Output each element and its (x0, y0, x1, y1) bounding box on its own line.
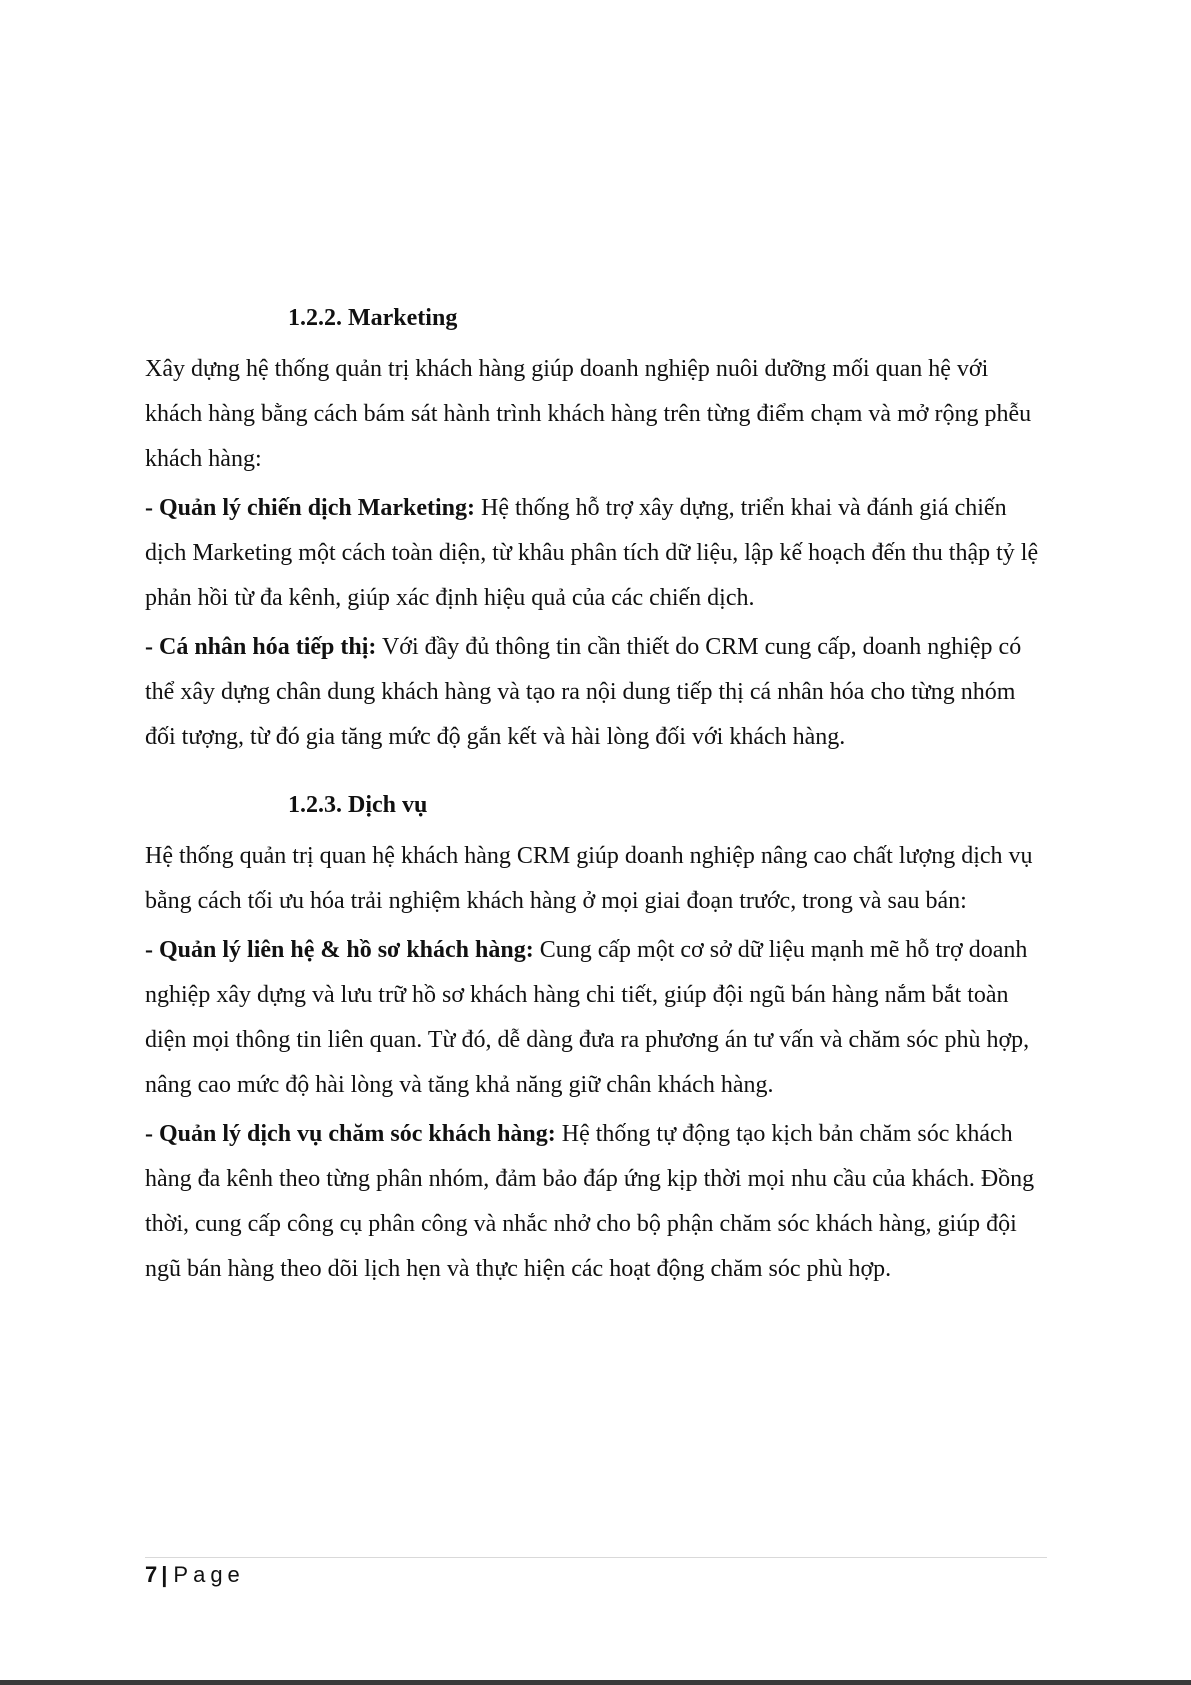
service-bullet-care (145, 1112, 1045, 1292)
marketing-bullet-personalization (145, 625, 1045, 760)
marketing-bullet-campaign (145, 486, 1045, 621)
page-content (145, 296, 1045, 1292)
service-intro-paragraph: Hệ thống quản trị quan hệ khách hàng CRM giúp doanh nghiệp nâng cao chất lượng dịch vụ bằng cách tối ưu hóa trải nghiệm khách hàng ở mọi giai đoạn trước, trong và sau bán: (145, 843, 1033, 914)
bullet-label: - Quản lý liên hệ & hồ sơ khách hàng: (145, 937, 534, 963)
bullet-label: - Cá nhân hóa tiếp thị: (145, 634, 377, 660)
bullet-text: Hệ thống tự động tạo kịch bản chăm sóc khách hàng đa kênh theo từng phân nhóm, đảm bảo đáp ứng kịp thời mọi nhu cầu của khách. Đồng thời, cung cấp công cụ phân công và nhắc nhở cho bộ phận chăm sóc khách hàng, giúp đội ngũ bán hàng theo dõi lịch hẹn và thực hiện các hoạt động chăm sóc phù hợp. (145, 1121, 1035, 1282)
footer-divider (145, 1557, 1047, 1558)
bullet-text: Cung cấp một cơ sở dữ liệu mạnh mẽ hỗ trợ doanh nghiệp xây dựng và lưu trữ hồ sơ khách hàng chi tiết, giúp đội ngũ bán hàng nắm bắt toàn diện mọi thông tin liên quan. Từ đó, dễ dàng đưa ra phương án tư vấn và chăm sóc phù hợp, nâng cao mức độ hài lòng và tăng khả năng giữ chân khách hàng. (145, 937, 1030, 1098)
page-footer (145, 1560, 245, 1590)
bullet-text: Với đầy đủ thông tin cần thiết do CRM cung cấp, doanh nghiệp có thể xây dựng chân dung khách hàng và tạo ra nội dung tiếp thị cá nhân hóa cho từng nhóm đối tượng, từ đó gia tăng mức độ gắn kết và hài lòng đối với khách hàng. (145, 634, 1022, 750)
bullet-text: Hệ thống hỗ trợ xây dựng, triển khai và đánh giá chiến dịch Marketing một cách toàn diện, từ khâu phân tích dữ liệu, lập kế hoạch đến thu thập tỷ lệ phản hồi từ đa kênh, giúp xác định hiệu quả của các chiến dịch. (145, 495, 1039, 611)
heading-service: 1.2.3. Dịch vụ (288, 792, 428, 818)
page-label: Page (173, 1562, 245, 1587)
heading-marketing: 1.2.2. Marketing (288, 305, 458, 331)
service-bullet-contacts (145, 928, 1045, 1108)
bullet-label: - Quản lý dịch vụ chăm sóc khách hàng: (145, 1121, 556, 1147)
marketing-intro-paragraph: Xây dựng hệ thống quản trị khách hàng giúp doanh nghiệp nuôi dưỡng mối quan hệ với khách hàng bằng cách bám sát hành trình khách hàng trên từng điểm chạm và mở rộng phễu khách hàng: (145, 356, 1032, 472)
bottom-edge-strip (0, 1680, 1191, 1685)
footer-separator: | (161, 1562, 168, 1587)
page-number: 7 (145, 1562, 158, 1587)
bullet-label: - Quản lý chiến dịch Marketing: (145, 495, 476, 521)
